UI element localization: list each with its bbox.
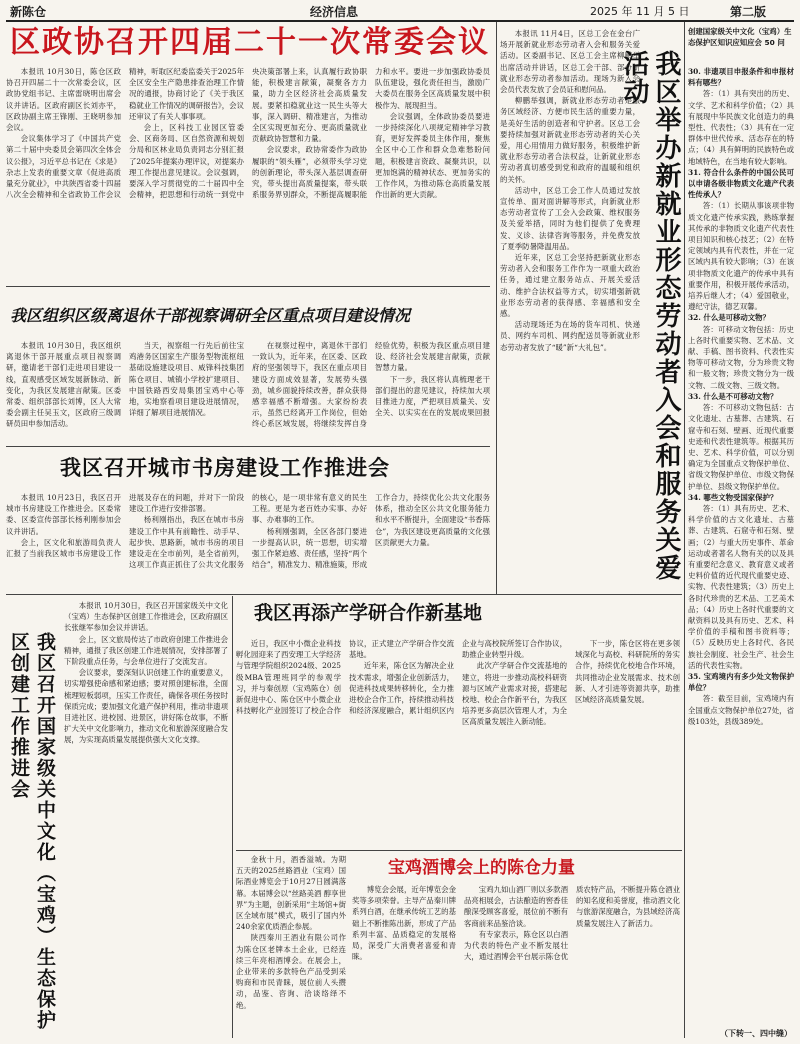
sidebar-body: 30. 非遗项目申报条件和申报材料有哪些？ 答：（1）具有突出的历史、文学、艺术和科学价值；（2）具有展现中华民族文化创造力的典型性、代表性；（3）具有在一定群体中世代传承、活态存在的特点；（4）具有鲜明的民族特色或地域特色，在当地有较大影响。 31. 符合什么条件的中国公民可以申请各级非物质文化遗产代表性传承人？ 答：（1）长期从事该项非物质文化遗产传承实践，熟练掌握其传承的非物质文化遗产代表性项目知识和核心技艺；（2）在特定领域内具有代表性，并在一定区域内具有较大影响；（3）在该项非物质文化遗产的传承中具有重要作用，积极开展传承活动，培养后继人才；（4）爱国敬业，遵纪守法，德艺双馨。 32. 什么是可移动文物？ 答：可移动文物包括：历史上各时代重要实物、艺术品、文献、手稿、图书资料、代表性实物等可移动文物，分为珍贵文物和一般文物；珍贵文物分为一级文物、二级文物、三级文物。 33. 什么是不可移动文物？ 答：不可移动文物包括：古文化遗址、古墓葬、古建筑、石窟寺和石刻、壁画、近现代重要史迹和代表性建筑等。根据其历史、艺术、科学价值，可以分别确定为全国重点文物保护单位、省级文物保护单位、市级文物保护单位、县级文物保护单位。 34. 哪些文物受国家保护？ 答：（1）具有历史、艺术、科学价值的古文化遗址、古墓葬、古建筑、石窟寺和石刻、壁画；（2）与重大历史事件、革命运动或者著名人物有关的以及具有重要纪念意义、教育意义或者史料价值的近代现代重要史迹、实物、代表性建筑；（3）历史上各时代珍贵的艺术品、工艺美术品；（4）历史上各时代重要的文献资料以及具有历史、艺术、科学价值的手稿和图书资料等；（5）反映历史上各时代、各民族社会制度、社会生产、社会生活的代表性实物。 35. 宝鸡境内有多少处文物保护单位？ 答：截至目前，宝鸡境内有全国重点文物保护单位27处，省级103处，县级389处。 [688, 67, 794, 726]
sidebar-q30: 30. 非遗项目申报条件和申报材料有哪些？ [688, 67, 794, 88]
masthead-page: 第二版 [730, 5, 767, 19]
article5-right-rule [232, 596, 233, 1038]
sidebar-q35: 35. 宝鸡境内有多少处文物保护单位？ [688, 671, 794, 693]
sidebar-q31: 31. 符合什么条件的中国公民可以申请各级非物质文化遗产代表性传承人？ [688, 167, 794, 200]
article6-title: 我区再添产学研合作新基地 [254, 602, 483, 624]
upper-section-rule [6, 594, 682, 595]
article2-body: 本报讯 10月30日，我区组织离退休干部开展重点项目视察调研，邀请老干部们走进项目建设一线，直观感受区域发展新脉动、新变化，为我区发展建言献策。区委常委、组织部部长刘博，区人大常委会副主任吴玉文，区政府三级调研员田申参加活动。 当天，视察组一行先后前往宝鸡港务区国家生产服务型物流枢纽基础设施建设项目、威锋科技集团陈仓项目、城镇小学校扩建项目、中国铁路西安局集团宝鸡中心等地，实地察看项目建设进展情况，详细了解项目进展情况。 在视察过程中，离退休干部们一致认为，近年来，在区委、区政府的坚强领导下，我区在重点项目建设方面成效显著，发展势头强劲，城乡面貌持续改善，群众获得感幸福感不断增强。大家纷纷表示，虽然已经离开工作岗位，但始终心系区域发展，将继续发挥自身经验优势，积极为我区重点项目建设、经济社会发展建言献策，贡献智慧力量。 下一步，我区将认真梳理老干部们提出的意见建议，持续加大项目推进力度，严把项目质量关、安全关、以实实在在的发展成果回报 [6, 341, 490, 429]
sidebar-q32: 32. 什么是可移动文物？ [688, 313, 770, 323]
article4-title: 我区举办新就业形态劳动者入会和服务关爱活动 [619, 50, 681, 582]
article7-body-left: 金秋十月，酒香溢城。为期五天的2025丝路酒业（宝鸡）国际酒业博览会于10月27日圆满落幕。本届博会以“丝路美酒 醇享世界”为主题，创新采用“主场馆+街区全域布展”模式，吸引了国内外240余家优质酒企参展。 陕西秦川王酒业有限公司作为陈仓区老牌本土企业，已经连续三年亮相酒博会。在展会上，企业带来的多款特色产品受到采购商和市民青睐，展位前人头攒动，品鉴、咨询、洽谈络绎不绝。 [236, 855, 346, 1010]
article1-title: 区政协召开四届二十一次常委会议 [10, 25, 490, 60]
article2-rule [6, 446, 490, 447]
masthead-left: 新陈仓 [10, 5, 47, 19]
article7-body-right: 博览会会展，近年博览会金奖等多项荣誉。主导产品秦川牌系列白酒，在继承传统工艺的基础上不断推陈出新，形成了产品系列丰富、品质稳定的发展格局，深受广大消费者喜爱和青睐。 宝鸡九如山酒厂则以多款酒品亮相展会，古法酿造的窖香佳酿深受顾客喜爱，展位前不断有客商前来品鉴洽谈。 有专家表示，陈仓区以白酒为代表的特色产业不断发展壮大，通过酒博会平台展示陈仓优质农特产品，不断提升陈仓酒业的知名度和美誉度，推动酒文化与旅游深度融合，为县域经济高质量发展注入了新活力。 [352, 885, 680, 962]
article4-body-top: 本报讯 11月4日，区总工会在金台广场开展新就业形态劳动者入会和服务关爱活动。区委副书记、区总工会主席柳鹏举出席活动并讲话，区总工会干部、部分新就业形态劳动者参加活动。现场为新入会会员代表发放了会员证和慰问品。 柳鹏举强调，新就业形态劳动者是服务区域经济、方便市民生活的重要力量，是美好生活的创造者和守护者。区总工会要持续加强对新就业形态劳动者的关心关爱，用心用情用力做好服务，积极维护新就业形态劳动者合法权益，让新就业形态劳动者真切感受到党和政府的温暖和组织的关怀。 活动中，区总工会工作人员通过发放宣传单、面对面讲解等形式，向新就业形态劳动者宣传了工会入会政策、维权服务及关爱举措，同时为他们提供了免费理发、义诊、法律咨询等服务，并免费发放了夏季防暑降温用品。 近年来，区总工会坚持把新就业形态劳动者入会和服务工作作为一项重大政治任务，通过建立服务站点、开展关爱活动、维护合法权益等方式，切实增强新就业形态劳动者的获得感、幸福感和安全感。 活动现场还为在场的货车司机、快递员、网约车司机、网约配送员等新就业形态劳动者发放了“暖”新“大礼包”。 [500, 29, 640, 352]
article3-title: 我区召开城市书房建设工作推进会 [60, 456, 390, 480]
article3-body: 本报讯 10月23日，我区召开城市书房建设工作推进会。区委常委、区委宣传部部长杨利刚参加会议并讲话。 会上，区文化和旅游局负责人汇报了当前我区城市书房建设工作进展及存在的问题，并对下一阶段建设工作进行安排部署。 杨利刚指出，我区在城市书房建设工作中具有前瞻性、动手早、起步快、思路新，城市书房的项目建设走在全市前列，是全省前列，这项工作真正抓住了公共文化服务的核心，是一项非常有意义的民生工程。更是为老百姓办实事、办好事、办难事的工作。 杨利刚强调，全区各部门要进一步提高认识，统一思想，切实增强工作紧迫感、责任感，坚持“两个结合”，精准发力、精准施策，形成工作合力，持续优化公共文化服务体系，推动全区公共文化服务能力和水平不断提升，全面建设“书香陈仓”，为我区建设更高质量的文化强区贡献更大力量。 [6, 493, 490, 570]
masthead-rule [6, 20, 794, 22]
article6-body: 近日，我区中小微企业科技孵化园迎来了西安理工大学经济与管理学院组织2024级、2025级MBA管理班同学的参观学习，并与秦创原（宝鸡陈仓）创新促进中心、陈仓区中小微企业科技孵化产业园签订了校企合作协议，正式建立产学研合作交流基地。 近年来，陈仓区为解决企业技术需求，增强企业创新活力，促进科技成果转移转化，全力推进校企合作工作，持续推动科技和经济深度融合，累计组织区内企业与高校院所签订合作协议，助推企业转型升级。 此次产学研合作交流基地的建立，将进一步推动高校科研资源与区域产业需求对接，搭建起校地、校企合作新平台，为我区培养更多高层次管理人才，为全区高质量发展注入新动能。 下一步，陈仓区将在更多领域深化与高校、科研院所的务实合作，持续优化校地合作环境，共同推动企业发展需求、技术创新、人才引进等资源共享，助推区域经济高质量发展。 [236, 639, 680, 727]
masthead-center: 经济信息 [310, 5, 359, 19]
article7-title: 宝鸡酒博会上的陈仓力量 [388, 858, 575, 878]
sidebar-q34: 34. 哪些文物受国家保护？ [688, 492, 778, 502]
sidebar-footer: （下转一、四中缝） [720, 1028, 792, 1038]
article5-title: 我区召开国家级关中文化（宝鸡）生态保护区创建工作推进会 [8, 632, 56, 1031]
masthead-date: 2025 年 11 月 5 日 [590, 5, 690, 18]
sidebar-left-rule [684, 22, 685, 1038]
article2-title: 我区组织区级离退休干部视察调研全区重点项目建设情况 [10, 306, 411, 325]
article1-body: 本报讯 10月30日，陈仓区政协召开四届二十一次常委会议，区政协党组书记、主席雷晓明出席会议并讲话。区政府副区长刘亦平，区政协副主席王锋刚、王晓明参加会议。 会议集体学习了《中国共产党第二十届中央委员会第四次全体会议公报》，习近平总书记在《求是》杂志上发表的重要文章《促进高质量充分就业》，中共陕西省委十四届八次全会精神和全省政协工作会议精神，听取区纪委监委关于2025年全区安全生产隐患排查治理工作情况的通报，协商讨论了《关于我区稳就业工作情况的调研报告》，会议还审议了有关人事事项。 会上，区科技工业园区管委会、区商务局、区自然资源和规划分局和区林业局负责同志分别汇报了2025年提案办理评议，对提案办理工作提出意见建议。会议强调，要深入学习贯彻党的二十届四中全会精神，把思想和行动统一到党中央决策部署上来，认真履行政协职能，积极建言献策，凝聚各方力量，助力全区经济社会高质量发展。要紧扣稳就业这一民生头等大事，深入调研、精准建言，为推动全区实现更加充分、更高质量就业贡献政协智慧和力量。 会议要求，政协常委作为政协履职的“领头雁”，必须带头学习党的创新理论，带头深入基层调查研究，带头提出高质量提案，带头联系服务界别群众，不断提高履职能力和水平。要进一步加强政协委员队伍建设，强化责任担当，激励广大委员在服务全区高质量发展中积极作为、展现担当。 会议强调，全体政协委员要进一步持续深化八项规定精神学习教育，更好发挥委员主体作用，聚焦全区中心工作和群众急难愁盼问题，积极建言资政、凝聚共识，以更加饱满的精神状态、更加务实的工作作风，为推动陈仓高质量发展作出新的更大贡献。 [6, 67, 490, 200]
sidebar-q33: 33. 什么是不可移动文物？ [688, 391, 778, 401]
article4-left-rule [496, 22, 497, 594]
article6-rule [236, 850, 682, 851]
article1-rule [6, 286, 490, 287]
article5-body: 本报讯 10月30日，我区召开国家级关中文化（宝鸡）生态保护区创建工作推进会，区政府副区长张继军参加会议并讲话。 会上，区文旅局传达了市政府创建工作推进会精神，通报了我区创建工作进展情况，安排部署了下阶段重点任务，与会单位进行了交流发言。 会议要求，要深刻认识创建工作的重要意义，切实增强使命感和紧迫感；要对照创建标准，全面梳理短板弱项，压实工作责任，确保各项任务按时保质完成；要加强文化遗产保护利用，推动非遗项目进社区、进校园、进景区，讲好陈仓故事，不断扩大关中文化影响力，推动文化和旅游深度融合发展，为实现高质量发展提供强大文化支撑。 [64, 601, 228, 745]
sidebar-heading: 创建国家级关中文化（宝鸡）生态保护区知识应知应会 50 问 [688, 27, 792, 47]
